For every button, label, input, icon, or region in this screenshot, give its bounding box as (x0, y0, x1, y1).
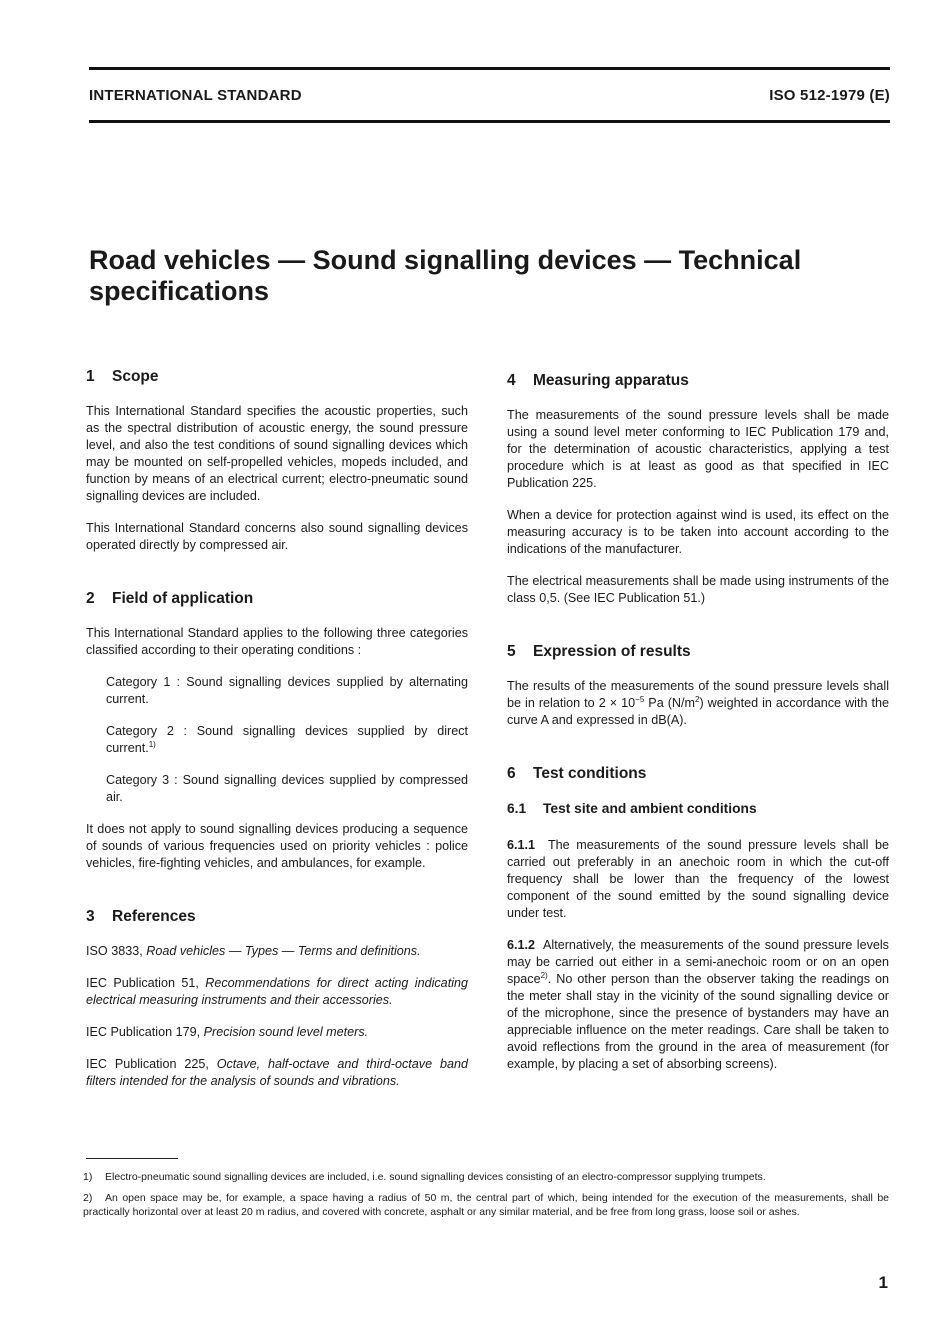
reference-iec-179: IEC Publication 179, Precision sound level meters. (86, 1025, 369, 1039)
section-6-heading: 6 Test conditions (507, 765, 647, 782)
reference-iso-3833: ISO 3833, Road vehicles — Types — Terms and definitions. (86, 944, 421, 958)
page-number: 1 (878, 1273, 888, 1292)
results-paragraph: The results of the measurements of the sound pressure levels shall be in relation to $2 \times 10^{-5}$ Pa $(N/m^2)$ weighted in accordance with the curve A and expressed in dB(A). (507, 679, 889, 727)
title-line-1: Road vehicles — Sound signalling devices — Technical (89, 245, 802, 275)
left-column (86, 368, 468, 1105)
header-top-rule (89, 67, 890, 70)
category-2: Category 2 : Sound signalling devices supplied by direct current.$^{1)}$ (106, 724, 468, 755)
field-paragraph-2: It does not apply to sound signalling devices producing a sequence of sounds of various frequencies used on priority vehicles : police vehicles, fire-fighting vehicles, and ambulances, for example. (86, 822, 468, 870)
footnote-ref-1: 1) (148, 739, 156, 749)
document-type-label: INTERNATIONAL STANDARD (89, 87, 302, 104)
footnote-1: 1) Electro-pneumatic sound signalling devices are included, i.e. sound signalling devices consisting of an electro-compressor supplying trumpets. (83, 1171, 766, 1183)
section-2-heading: 2 Field of application (86, 590, 254, 607)
footnote-ref-2: 2) (540, 970, 548, 980)
clause-6-1-1: 6.1.1 The measurements of the sound pressure levels shall be carried out preferably in an anechoic room in which the cut-off frequency shall be lower than the frequency of the lowest component of the sound emitted by the sound signalling device under test. (507, 838, 889, 920)
reference-iec-225: IEC Publication 225, Octave, half-octave and third-octave band filters intended for the analysis of sounds and vibrations. (86, 1057, 468, 1088)
scope-paragraph-2: This International Standard concerns also sound signalling devices operated directly by compressed air. (86, 521, 468, 552)
footnotes (83, 1170, 889, 1226)
section-5-heading: 5 Expression of results (507, 643, 691, 660)
clause-6-1-2: 6.1.2 Alternatively, the measurements of the sound pressure levels may be carried out either in a semi-anechoic room or on an open space$^{2)}$. No other person than the observer taking the readings on the meter shall stay in the vicinity of the sound signalling device or of the microphone, since the presence of bystanders may have an appreciable influence on the meter readings. Care shall be taken to avoid reflections from the ground in the area of measurement (for example, by placing a set of absorbing screens). (507, 938, 889, 1071)
header-bottom-rule (89, 120, 890, 123)
right-column (507, 372, 889, 1088)
apparatus-paragraph-1: The measurements of the sound pressure levels shall be made using a sound level meter conforming to IEC Publication 179 and, for the determination of acoustic characteristics, applying a test procedure which is at least as good as that specified in IEC Publication 225. (507, 408, 889, 490)
footnote-2: 2) An open space may be, for example, a space having a radius of 50 m, the central part of which, being intended for the execution of the measurements, shall be practically horizontal over at least 20 m radius, and covered with concrete, asphalt or any similar material, and be free from long grass, loose soil or ashes. (83, 1192, 889, 1218)
standard-number: ISO 512-1979 (E) (769, 87, 890, 104)
title-line-2: specifications (89, 276, 270, 306)
scope-paragraph-1: This International Standard specifies the acoustic properties, such as the spectral distribution of acoustic energy, the sound pressure level, and also the test conditions of sound signalling devices which may be mounted on self-propelled vehicles, mopeds included, and function by means of an electrical current; electro-pneumatic sound signalling devices are included. (86, 404, 468, 503)
category-3: Category 3 : Sound signalling devices supplied by compressed air. (106, 773, 468, 804)
footnote-rule (86, 1158, 178, 1159)
field-paragraph-1: This International Standard applies to the following three categories classified according to their operating conditions : (86, 626, 468, 657)
document-title (89, 245, 869, 307)
reference-iec-51: IEC Publication 51, Recommendations for direct acting indicating electrical measuring instruments and their accessories. (86, 976, 468, 1007)
section-4-heading: 4 Measuring apparatus (507, 372, 689, 389)
section-1-heading: 1 Scope (86, 368, 159, 385)
apparatus-paragraph-3: The electrical measurements shall be made using instruments of the class 0,5. (See IEC Publication 51.) (507, 574, 889, 605)
subsection-6-1-heading: 6.1 Test site and ambient conditions (507, 801, 757, 816)
section-3-heading: 3 References (86, 908, 196, 925)
category-1: Category 1 : Sound signalling devices supplied by alternating current. (106, 675, 468, 706)
apparatus-paragraph-2: When a device for protection against wind is used, its effect on the measuring accuracy is to be taken into account according to the indications of the manufacturer. (507, 508, 889, 556)
